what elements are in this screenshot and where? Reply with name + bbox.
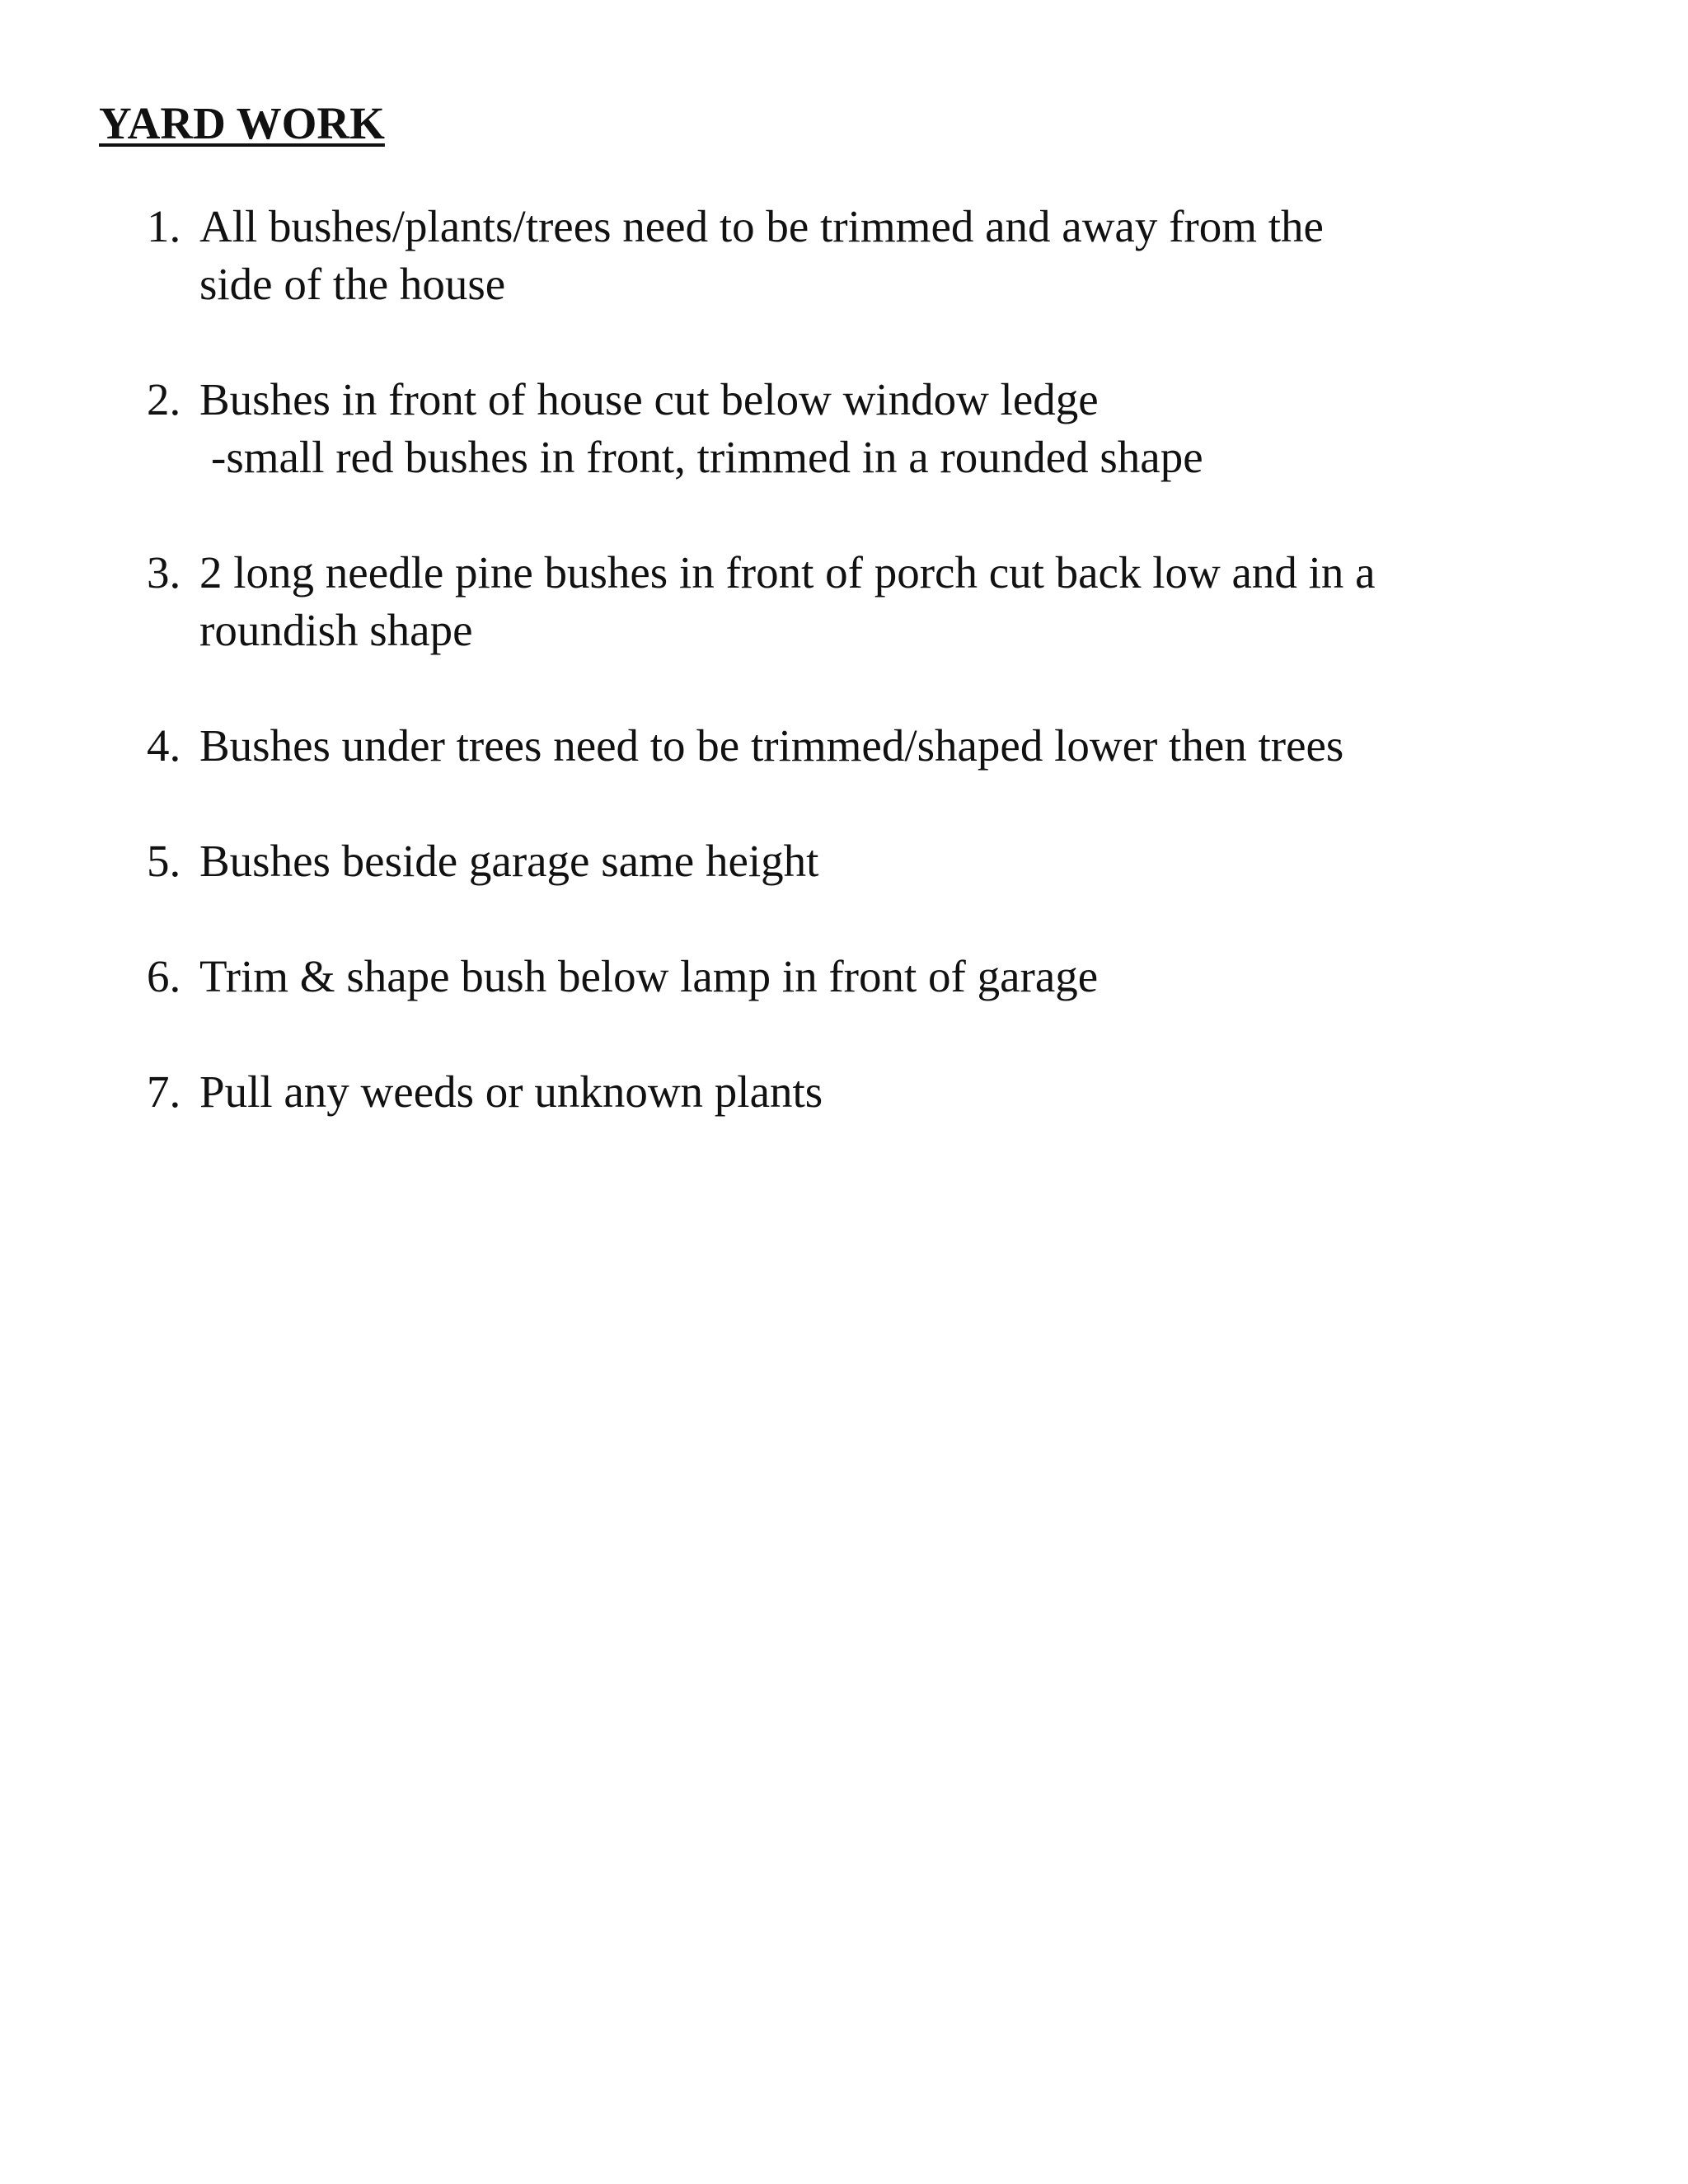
list-item	[147, 371, 1589, 486]
item-text: Pull any weeds or unknown plants	[199, 1066, 823, 1117]
list-item	[147, 717, 1589, 775]
item-text: roundish shape	[199, 605, 473, 655]
item-text: Trim & shape bush below lamp in front of garage	[199, 951, 1099, 1001]
item-note: -small red bushes in front, trimmed in a rounded shape	[211, 432, 1203, 482]
item-text: Bushes under trees need to be trimmed/shaped lower then trees	[199, 720, 1344, 771]
item-text: side of the house	[199, 259, 506, 309]
task-list	[147, 198, 1589, 1179]
item-number: 1.	[147, 201, 181, 251]
list-item	[147, 948, 1589, 1005]
list-item	[147, 832, 1589, 890]
list-item	[147, 544, 1589, 659]
item-text: All bushes/plants/trees need to be trimmed and away from the	[199, 201, 1324, 251]
list-item	[147, 1063, 1589, 1121]
page-title: YARD WORK	[99, 98, 385, 148]
item-number: 2.	[147, 374, 181, 424]
item-text: Bushes beside garage same height	[199, 836, 819, 886]
item-text: 2 long needle pine bushes in front of porch cut back low and in a	[199, 547, 1376, 598]
item-number: 7.	[147, 1066, 181, 1117]
item-number: 4.	[147, 720, 181, 771]
item-number: 5.	[147, 836, 181, 886]
item-number: 6.	[147, 951, 181, 1001]
list-item	[147, 198, 1589, 313]
item-number: 3.	[147, 547, 181, 598]
item-text: Bushes in front of house cut below window ledge	[199, 374, 1099, 424]
